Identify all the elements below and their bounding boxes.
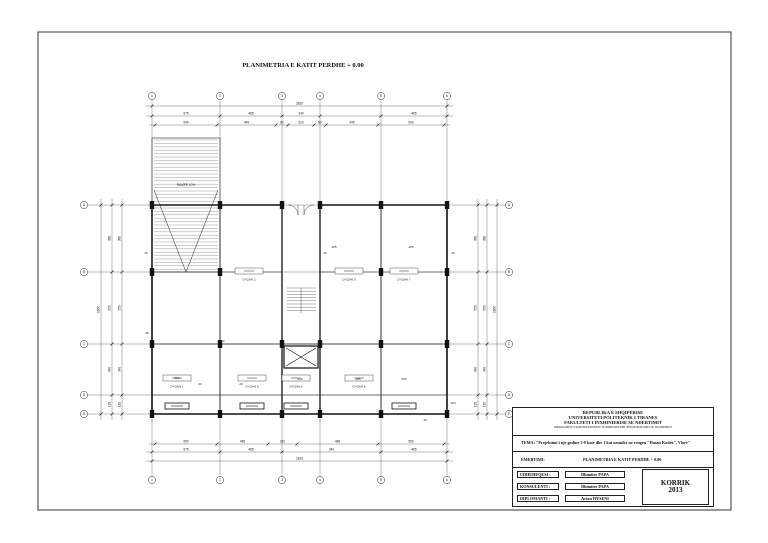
column	[379, 201, 383, 209]
dim-top-outer-label: 340	[298, 111, 304, 116]
room-label: DYQAN 2	[242, 277, 256, 282]
dim-top-inner-label: 445	[349, 120, 355, 125]
dim-top-outer-label: 485	[411, 111, 417, 116]
axis-label-4: 4	[319, 94, 321, 99]
project-topic: TEMA: "Projektimi i nje godine 5-9 kate dhe 1 kat nentoke ne rrugen "Hasan Kodra", Vlore"	[513, 435, 713, 452]
dim-note: 20	[239, 382, 243, 386]
dim-top-inner-label: 445	[243, 120, 250, 125]
dim-top-total-label: 2810	[295, 101, 304, 106]
dim-top-inner-label: 320	[298, 120, 304, 125]
dim-top-inner-label: 540	[408, 120, 414, 125]
axis-label-E: E	[82, 412, 86, 417]
dim-top-outer-label: 575	[183, 111, 189, 116]
supervisor-value: Dhimiter PAPA	[565, 471, 625, 478]
dim-note: 25	[451, 251, 455, 255]
axis-label-5: 5	[380, 478, 382, 483]
ramp-label: RAMPE 10%	[176, 183, 196, 187]
column	[318, 201, 322, 209]
room-label: DYQAN 1	[170, 384, 184, 389]
dim-left-label: 380	[107, 235, 112, 242]
consultant-value: Dhimiter PAPA	[565, 483, 625, 490]
dim-note: 120	[450, 401, 456, 405]
dim-note: 485	[355, 377, 361, 381]
axis-label-4: 4	[319, 478, 321, 483]
column	[150, 340, 154, 348]
column	[445, 410, 449, 418]
dim-left-inner-label: 550	[117, 305, 122, 311]
column	[379, 410, 383, 418]
dim-left-label: 550	[107, 305, 112, 311]
faculty-line: FAKULTETI I INXHINIERISE SE NDERTIMIT	[564, 420, 662, 426]
dim-note: 25	[144, 251, 148, 255]
dim-note: 485	[408, 245, 414, 249]
dim-note: 15	[423, 418, 427, 422]
dim-bottom-inner-label: 485	[334, 439, 341, 444]
dim-bottom-outer-label: 575	[183, 447, 189, 452]
axis-label-1: 1	[151, 478, 153, 483]
sheet-name-label: EMERTIMI:	[521, 457, 545, 462]
dim-bottom-inner-label: 310	[279, 439, 286, 444]
dim-bottom-total-label: 2810	[295, 456, 304, 461]
dim-right-label: 550	[482, 305, 487, 311]
dim-right-label: 340	[482, 366, 487, 373]
student-label: DIPLOMANTI :	[517, 495, 559, 502]
dim-left-inner-label: 120	[117, 401, 122, 408]
axis-label-C: C	[507, 342, 511, 347]
dim-bottom-inner-label: 485	[239, 439, 246, 444]
dim-right-inner-label: 120	[473, 401, 478, 408]
dim-top-inner-label: 540	[183, 120, 189, 125]
student-row	[513, 492, 663, 504]
drawing-title: PLANIMETRIA E KATIT PERDHE + 0.00	[242, 62, 364, 69]
room-label: DYQAN 8	[352, 384, 366, 389]
dim-bottom-outer-label: 485	[248, 447, 254, 452]
department-line: DEPARTAMENTI I KONSTRUKSIONEVE TE NDERTIMIT DHE INFRASTRUKTURES SE TRANSPORTIT	[553, 425, 673, 429]
column	[379, 268, 383, 276]
dim-right-inner-label: 380	[473, 235, 478, 242]
dim-note: 20	[198, 382, 202, 386]
university-line: UNIVERSITETI POLITEKNIK I TIRANES	[568, 415, 658, 421]
axis-label-2: 2	[219, 94, 221, 99]
consultant-label: KONSULENTI :	[517, 483, 559, 490]
axis-label-E: E	[507, 412, 511, 417]
dim-left-total-label: 1600	[96, 305, 101, 314]
dim-right-total-label: 1600	[492, 305, 497, 314]
axis-label-C: C	[82, 342, 86, 347]
dim-note: 550	[401, 377, 407, 381]
column	[445, 268, 449, 276]
dim-top-outer-label: 485	[248, 111, 254, 116]
axis-label-2: 2	[219, 478, 221, 483]
date-year: 2013	[668, 486, 683, 494]
axis-label-B: B	[82, 270, 86, 275]
column	[280, 410, 284, 418]
axis-label-3: 3	[281, 94, 283, 99]
axis-label-6: 6	[446, 94, 448, 99]
dim-bottom-outer-label: 340	[328, 447, 335, 452]
room-label: DYQAN 5	[245, 384, 259, 389]
dim-left-label: 120	[107, 401, 112, 408]
dim-bottom-outer-label: 485	[411, 447, 417, 452]
supervisor-label: UDHEHEQESI :	[517, 471, 559, 478]
institution-header	[513, 408, 713, 436]
column	[280, 201, 284, 209]
dim-top-inner-label: 80	[318, 120, 322, 125]
date-month: KORRIK	[660, 479, 691, 487]
axis-label-A: A	[507, 203, 511, 208]
student-value: Artan HYSENI	[565, 495, 625, 502]
axis-label-5: 5	[380, 94, 382, 99]
dim-bottom-inner-label: 550	[408, 439, 414, 444]
room-label: DYQAN 6	[289, 384, 303, 389]
dim-left-inner-label: 380	[117, 235, 122, 242]
consultant-row	[513, 480, 663, 492]
axis-label-3: 3	[281, 478, 283, 483]
supervisor-row	[513, 468, 663, 480]
dim-right-inner-label: 550	[473, 305, 478, 311]
dim-note: 550	[174, 376, 180, 380]
column	[445, 340, 449, 348]
axis-label-1: 1	[151, 94, 153, 99]
dim-note: 25	[323, 251, 327, 255]
title-block	[512, 407, 714, 507]
axis-label-B: B	[507, 270, 511, 275]
axis-label-D: D	[507, 393, 511, 398]
sheet-name-row	[513, 452, 713, 468]
dim-left-inner-label: 340	[117, 366, 122, 373]
dim-note: 485	[331, 245, 337, 249]
column	[150, 410, 154, 418]
dim-right-label: 120	[482, 401, 487, 408]
republic-line: REPUBLIKA E SHQIPERISE	[582, 410, 644, 415]
axis-label-6: 6	[446, 478, 448, 483]
dim-top-inner-label: 80	[280, 120, 284, 125]
dim-bottom-inner-label: 550	[183, 439, 189, 444]
column	[445, 201, 449, 209]
dim-left-label: 340	[107, 366, 112, 373]
axis-label-D: D	[82, 393, 86, 398]
date-box	[642, 469, 709, 505]
room-label: DYQAN 3	[342, 277, 356, 282]
dim-right-inner-label: 340	[473, 366, 478, 373]
column	[318, 410, 322, 418]
axis-label-A: A	[82, 203, 86, 208]
column	[218, 410, 222, 418]
room-label: DYQAN 7	[397, 277, 411, 282]
dim-note: 170	[219, 339, 225, 343]
dim-note: 50	[145, 331, 149, 335]
dim-right-label: 380	[482, 235, 487, 242]
column	[379, 340, 383, 348]
dim-note: 310	[297, 377, 303, 381]
sheet-name-value: PLANIMETRIA E KATIT PERDHE + 0.00	[583, 457, 662, 462]
